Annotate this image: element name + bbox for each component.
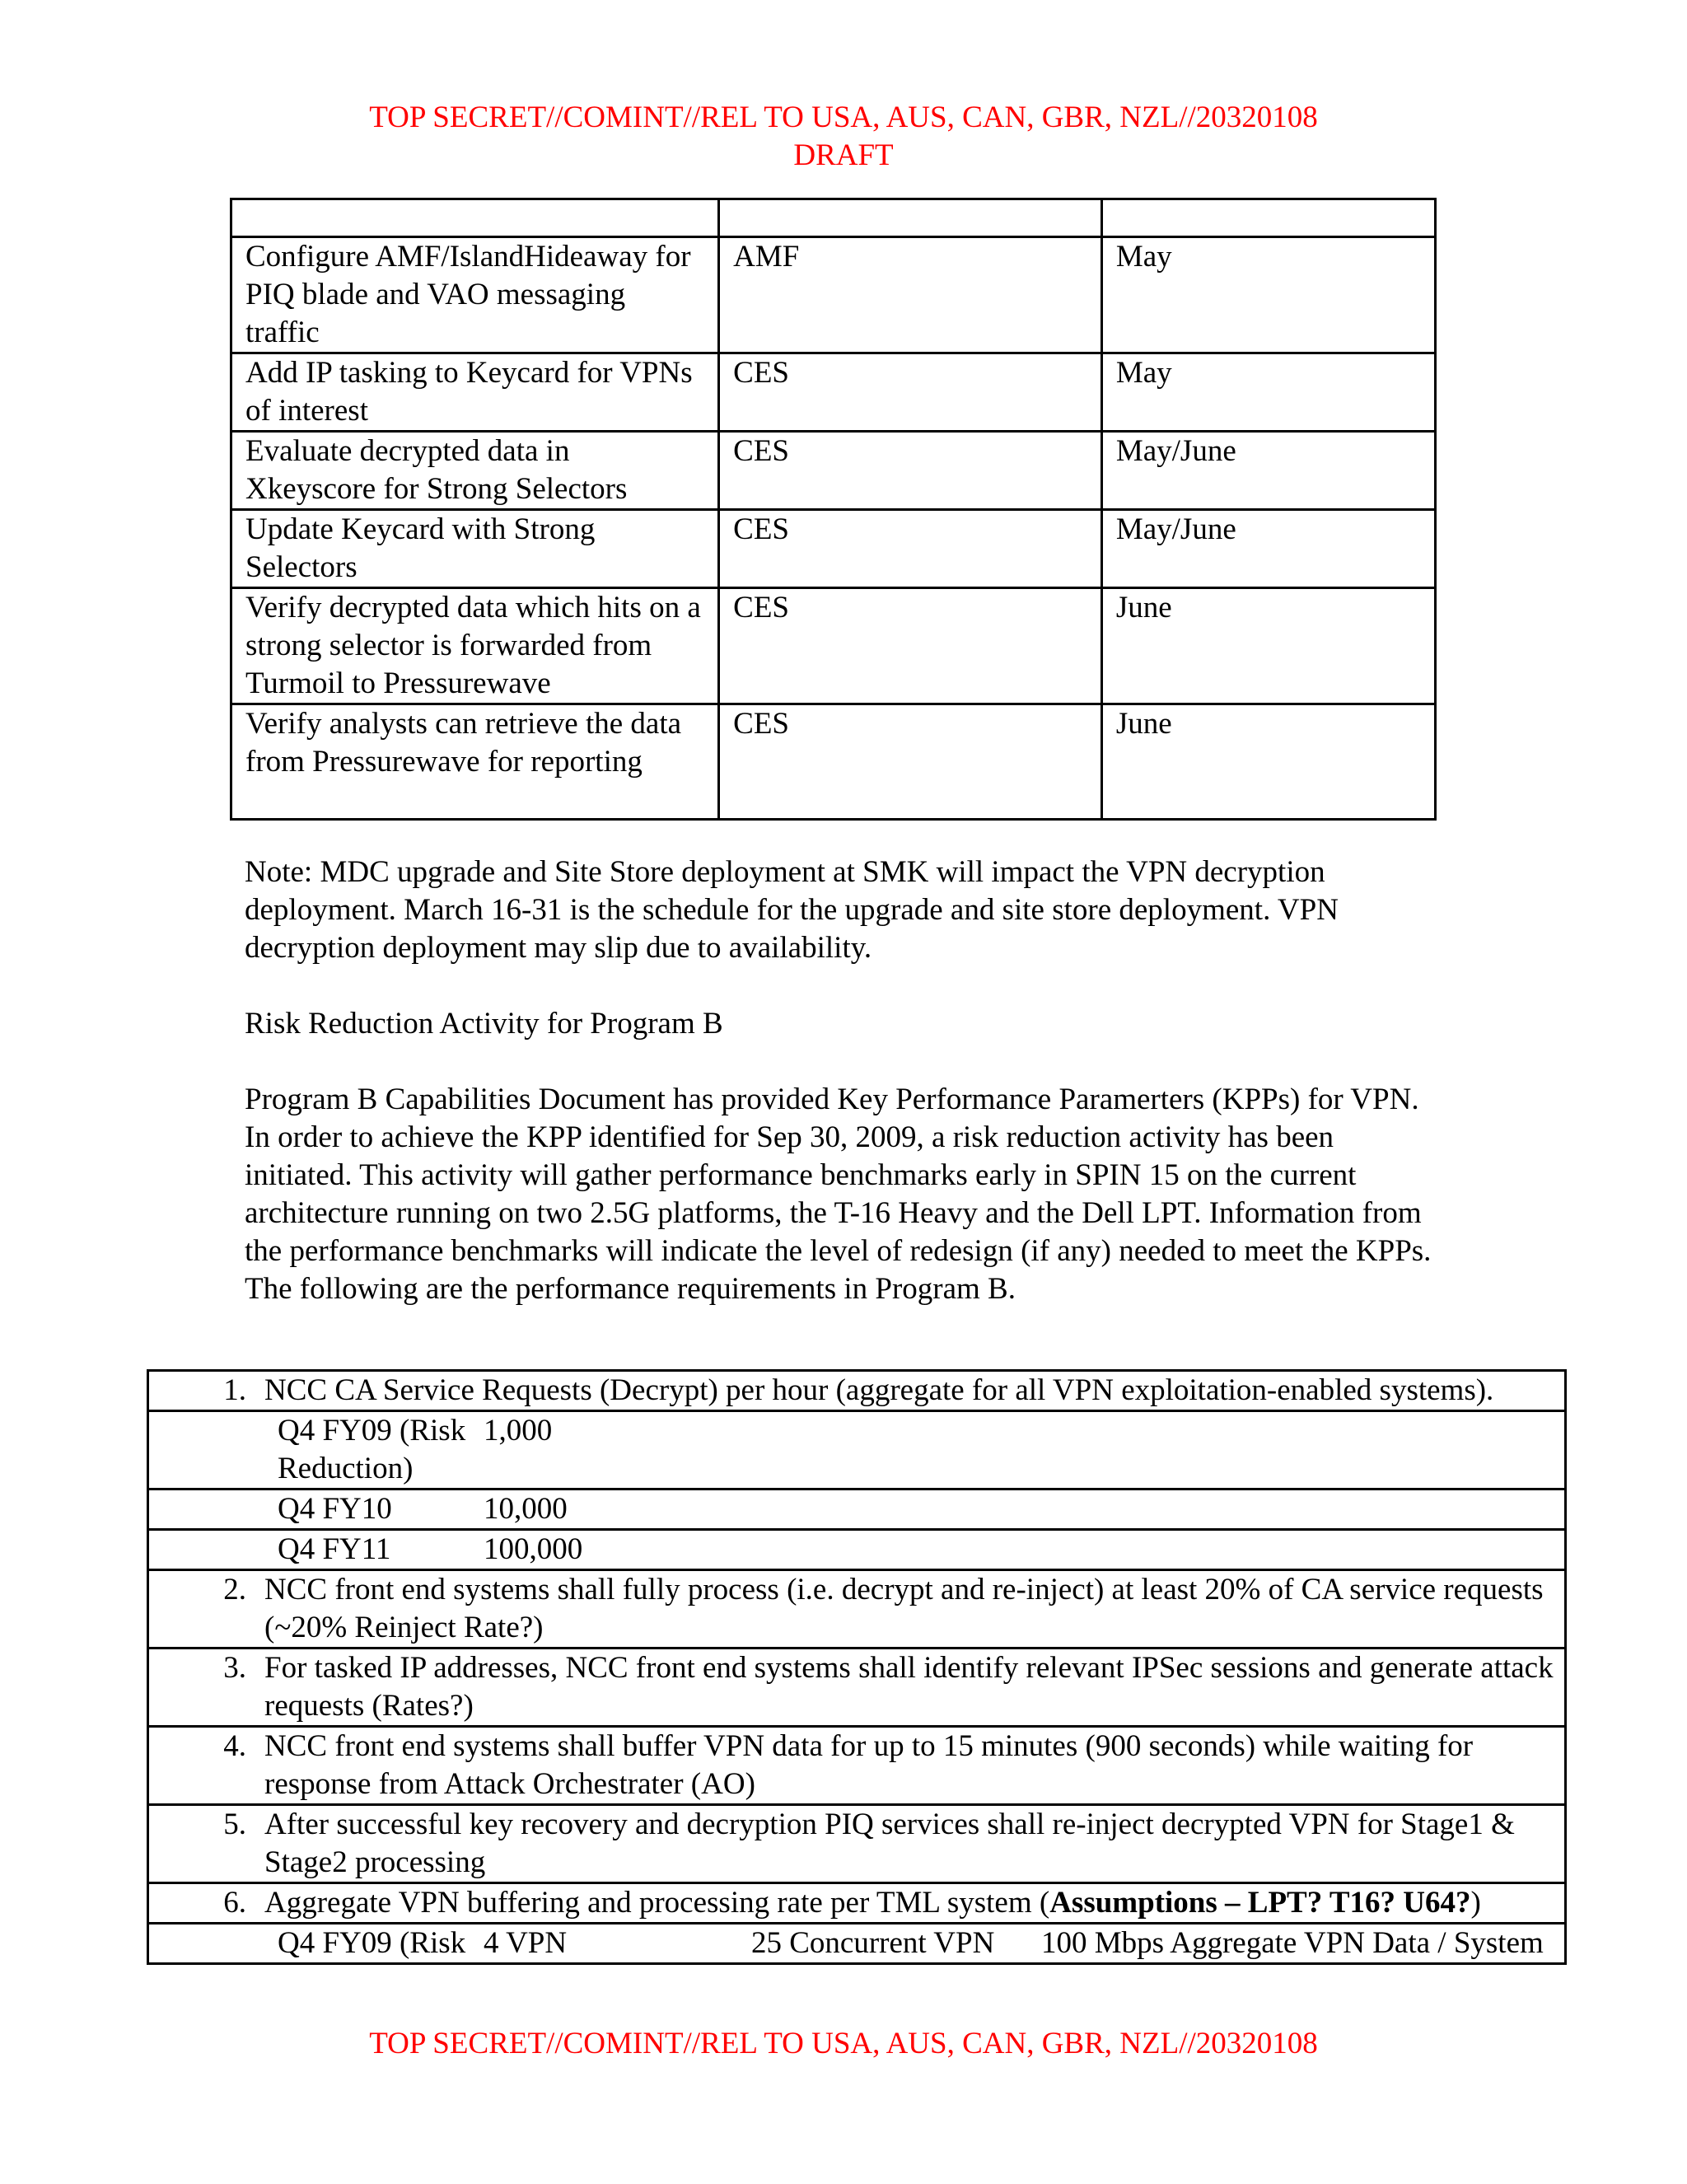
task-cell: Evaluate decrypted data in Xkeyscore for Strong Selectors <box>231 432 719 510</box>
item-text: After successful key recovery and decryption PIQ services shall re-inject decrypted VPN for Stage1 & Stage2 processing <box>264 1808 1515 1879</box>
period-value: 100,000 <box>484 1532 583 1566</box>
aggregate-rate: 100 Mbps Aggregate VPN Data / System <box>1041 1926 1544 1960</box>
item-number: 6. <box>223 1886 246 1920</box>
item-number: 3. <box>223 1651 246 1685</box>
task-cell: Configure AMF/IslandHideaway for PIQ blade and VAO messaging traffic <box>231 237 719 353</box>
table-row <box>148 1490 1566 1530</box>
table-row <box>231 510 1436 588</box>
draft-label: DRAFT <box>793 138 894 172</box>
table-header-row <box>231 199 1436 237</box>
classification-header <box>0 99 1687 175</box>
table-row <box>231 353 1436 432</box>
item-number: 4. <box>223 1729 246 1763</box>
table-row <box>148 1371 1566 1411</box>
period-label: Q4 FY09 (Risk Reduction) <box>278 1414 466 1485</box>
period-value: 10,000 <box>484 1492 568 1526</box>
risk-heading-text: Risk Reduction Activity for Program B <box>245 1007 723 1041</box>
item-text: NCC CA Service Requests (Decrypt) per hour (aggregate for all VPN exploitation-enabled systems). <box>264 1373 1494 1407</box>
date-cell: May/June <box>1101 510 1435 588</box>
table-row <box>148 1727 1566 1805</box>
item-text-close: ) <box>1470 1886 1481 1920</box>
table-row <box>148 1570 1566 1649</box>
concurrent-vpn: 25 Concurrent VPN <box>751 1926 995 1960</box>
item-number: 2. <box>223 1573 246 1606</box>
item-text <box>246 1884 1564 1922</box>
note-paragraph <box>245 853 1447 967</box>
period-label: Q4 FY09 (Risk <box>278 1926 466 1960</box>
classification-line: TOP SECRET//COMINT//REL TO USA, AUS, CAN, GBR, NZL//20320108 <box>369 101 1318 134</box>
date-cell: June <box>1101 588 1435 704</box>
owner-cell: AMF <box>719 237 1102 353</box>
schedule-table <box>230 198 1437 821</box>
table-row <box>231 588 1436 704</box>
owner-cell: CES <box>719 353 1102 432</box>
requirements-table <box>147 1369 1567 1965</box>
date-cell: June <box>1101 704 1435 820</box>
table-row <box>148 1530 1566 1570</box>
risk-paragraph <box>245 1081 1447 1308</box>
period-label: Q4 FY10 <box>278 1492 392 1526</box>
item-number: 1. <box>223 1373 246 1407</box>
table-row <box>231 237 1436 353</box>
owner-cell: CES <box>719 510 1102 588</box>
classification-footer <box>0 2025 1687 2063</box>
table-row <box>231 704 1436 820</box>
item-text-lead: Aggregate VPN buffering and processing rate per TML system ( <box>264 1886 1050 1920</box>
item-number: 5. <box>223 1808 246 1841</box>
owner-cell: CES <box>719 432 1102 510</box>
table-row <box>148 1411 1566 1490</box>
task-cell: Add IP tasking to Keycard for VPNs of interest <box>231 353 719 432</box>
item-text: NCC front end systems shall buffer VPN data for up to 15 minutes (900 seconds) while waiting for response from Attack Orchestrater (AO) <box>264 1729 1474 1801</box>
item-text: NCC front end systems shall fully process (i.e. decrypt and re-inject) at least 20% of CA service requests (~20% Reinject Rate?) <box>264 1573 1544 1644</box>
assumptions-text: Assumptions – LPT? T16? U64? <box>1049 1886 1471 1920</box>
table-row <box>148 1924 1566 1964</box>
period-label: Q4 FY11 <box>278 1532 391 1566</box>
date-cell: May/June <box>1101 432 1435 510</box>
date-cell: May <box>1101 237 1435 353</box>
vpn-count: 4 VPN <box>484 1926 568 1960</box>
table-row <box>148 1883 1566 1924</box>
owner-cell: CES <box>719 704 1102 820</box>
table-row <box>231 432 1436 510</box>
note-text: Note: MDC upgrade and Site Store deployment at SMK will impact the VPN decryption deployment. March 16-31 is the schedule for the upgrade and site store deployment. VPN decryption deployment may slip due to availability. <box>245 855 1339 965</box>
period-value: 1,000 <box>484 1414 553 1447</box>
owner-cell: CES <box>719 588 1102 704</box>
classification-line: TOP SECRET//COMINT//REL TO USA, AUS, CAN, GBR, NZL//20320108 <box>369 2027 1318 2060</box>
task-cell: Verify decrypted data which hits on a strong selector is forwarded from Turmoil to Pressurewave <box>231 588 719 704</box>
table-row <box>148 1649 1566 1727</box>
date-cell: May <box>1101 353 1435 432</box>
risk-body-text: Program B Capabilities Document has provided Key Performance Paramerters (KPPs) for VPN. In order to achieve the KPP identified for Sep 30, 2009, a risk reduction activity has been initiated. This activity will gather performance benchmarks early in SPIN 15 on the current architecture running on two 2.5G platforms, the T-16 Heavy and the Dell LPT. Information from the performance benchmarks will indicate the level of redesign (if any) needed to meet the KPPs. The following are the performance requirements in Program B. <box>245 1083 1432 1306</box>
task-cell: Update Keycard with Strong Selectors <box>231 510 719 588</box>
table-row <box>148 1805 1566 1883</box>
risk-heading <box>245 1005 1447 1043</box>
item-text: For tasked IP addresses, NCC front end systems shall identify relevant IPSec sessions and generate attack requests (Rates?) <box>264 1651 1554 1723</box>
task-cell: Verify analysts can retrieve the data from Pressurewave for reporting <box>231 704 719 820</box>
